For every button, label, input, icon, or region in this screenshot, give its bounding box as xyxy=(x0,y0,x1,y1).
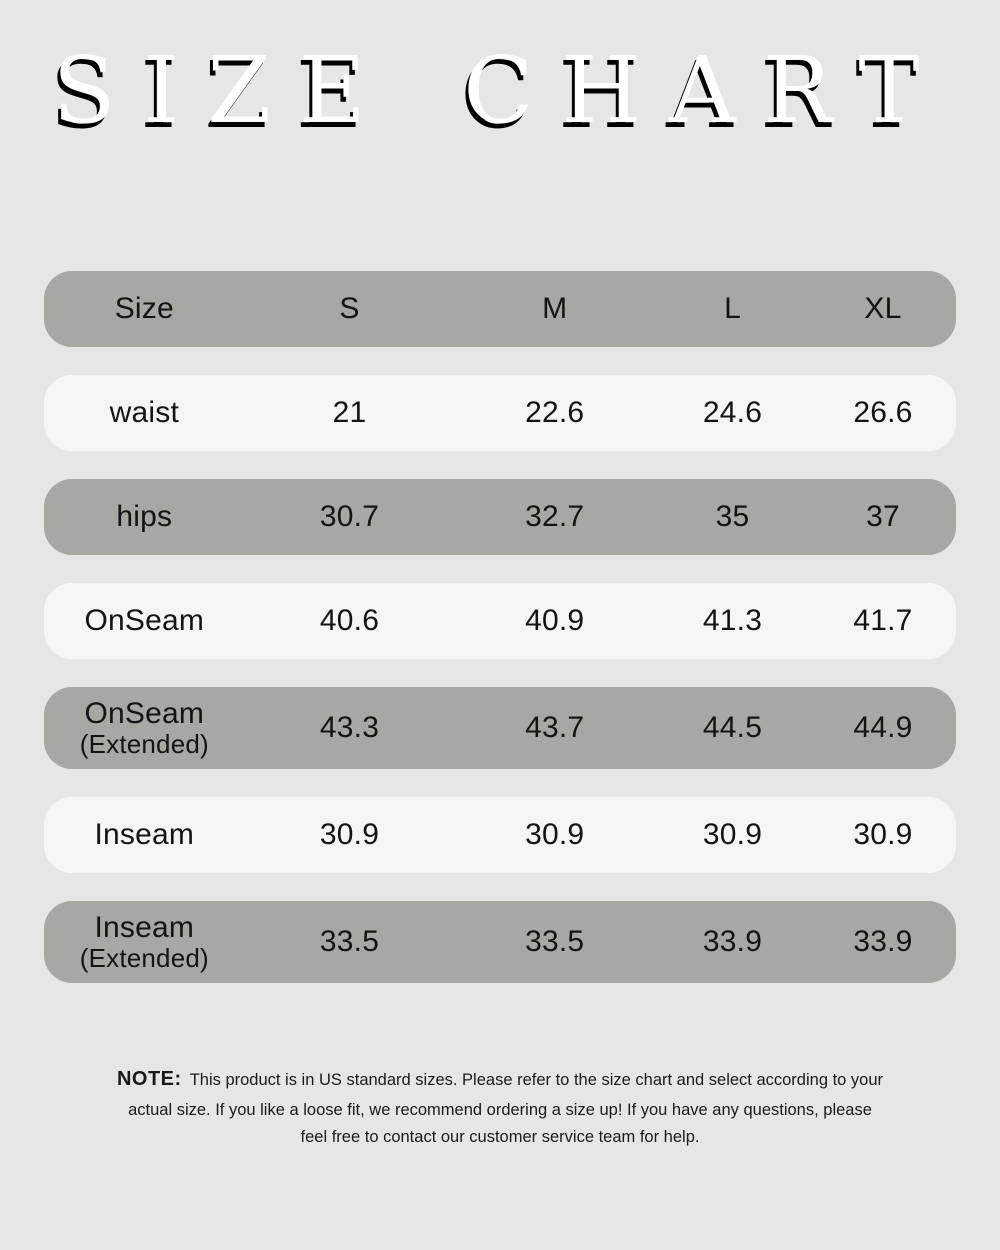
row-label: waist xyxy=(109,396,179,429)
note-text: This product is in US standard sizes. Please refer to the size chart and select according to your xyxy=(189,1071,884,1089)
cell-value: 30.9 xyxy=(853,818,913,851)
page-title: SIZE CHART xyxy=(52,37,948,144)
cell-value: 22.6 xyxy=(525,396,585,429)
cell-value: 21 xyxy=(332,396,367,429)
cell-value: 33.9 xyxy=(702,925,763,958)
note-label: NOTE: xyxy=(116,1068,182,1090)
row-label: hips xyxy=(116,500,173,533)
note-line-1 xyxy=(85,1063,915,1097)
cell-value: 44.5 xyxy=(702,711,763,744)
header-size-xl: XL xyxy=(864,292,902,325)
cell-value: 30.9 xyxy=(319,818,380,851)
cell-value: 33.5 xyxy=(525,925,585,958)
row-label-line2: (Extended) xyxy=(79,729,209,760)
cell-value: 44.9 xyxy=(853,711,913,744)
cell-value: 33.9 xyxy=(853,925,913,958)
cell-value: 43.7 xyxy=(525,711,585,744)
row-label-line2: (Extended) xyxy=(79,943,209,974)
row-label: OnSeam xyxy=(84,604,205,637)
size-chart-table xyxy=(44,271,956,983)
header-size-label: Size xyxy=(114,292,174,325)
cell-value: 26.6 xyxy=(853,396,913,429)
row-label xyxy=(44,911,245,973)
cell-value: 33.5 xyxy=(319,925,380,958)
row-label-line1: OnSeam xyxy=(84,697,205,731)
cell-value: 41.3 xyxy=(702,604,763,637)
row-label xyxy=(44,697,245,759)
table-row-hips xyxy=(44,479,956,555)
table-row-inseam xyxy=(44,797,956,873)
cell-value: 24.6 xyxy=(702,396,763,429)
note-line-3: feel free to contact our customer service team for help. xyxy=(300,1128,700,1147)
table-header-row xyxy=(44,271,956,347)
table-row-inseam-extended xyxy=(44,901,956,983)
row-label-line1: Inseam xyxy=(94,911,195,945)
cell-value: 32.7 xyxy=(525,500,585,533)
note xyxy=(85,1063,915,1152)
cell-value: 40.9 xyxy=(525,604,585,637)
cell-value: 41.7 xyxy=(853,604,913,637)
cell-value: 30.7 xyxy=(319,500,380,533)
header-size-m: M xyxy=(542,292,568,325)
cell-value: 43.3 xyxy=(319,711,380,744)
row-label: Inseam xyxy=(94,818,195,851)
cell-value: 40.6 xyxy=(319,604,380,637)
cell-value: 35 xyxy=(715,500,750,533)
table-row-onseam-extended xyxy=(44,687,956,769)
note-line-2: actual size. If you like a loose fit, we recommend ordering a size up! If you have any questions, please xyxy=(128,1100,872,1119)
header-size-s: S xyxy=(339,292,360,325)
cell-value: 30.9 xyxy=(702,818,763,851)
table-row-waist xyxy=(44,375,956,451)
cell-value: 30.9 xyxy=(525,818,585,851)
header-size-l: L xyxy=(724,292,741,325)
table-row-onseam xyxy=(44,583,956,659)
cell-value: 37 xyxy=(866,500,900,533)
